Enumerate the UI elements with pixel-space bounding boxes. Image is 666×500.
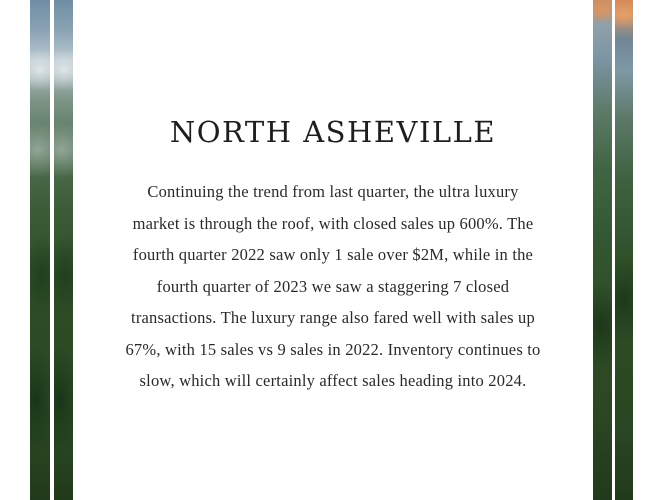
left-photo-strip-inner [54,0,73,500]
section-paragraph [110,176,556,397]
paragraph-line: market is through the roof, with closed sales up 600%. The [132,213,534,233]
paragraph-line: Continuing the trend from last quarter, the ultra luxury [147,182,519,201]
paragraph-line: slow, which will certainly affect sales heading into 2024. [139,371,527,390]
left-photo-strip-outer [30,0,50,500]
content-panel [100,0,566,500]
right-photo-strip-inner [593,0,612,500]
section-title: NORTH ASHEVILLE [169,115,497,149]
paragraph-line: fourth quarter 2022 saw only 1 sale over $2M, while in the [132,245,534,264]
right-photo-strip-outer [615,0,633,500]
paragraph-line: 67%, with 15 sales vs 9 sales in 2022. Inventory continues to [125,339,541,359]
paragraph-line: fourth quarter of 2023 we saw a staggering 7 closed [156,276,510,296]
paragraph-line: transactions. The luxury range also fared well with sales up [131,308,535,327]
